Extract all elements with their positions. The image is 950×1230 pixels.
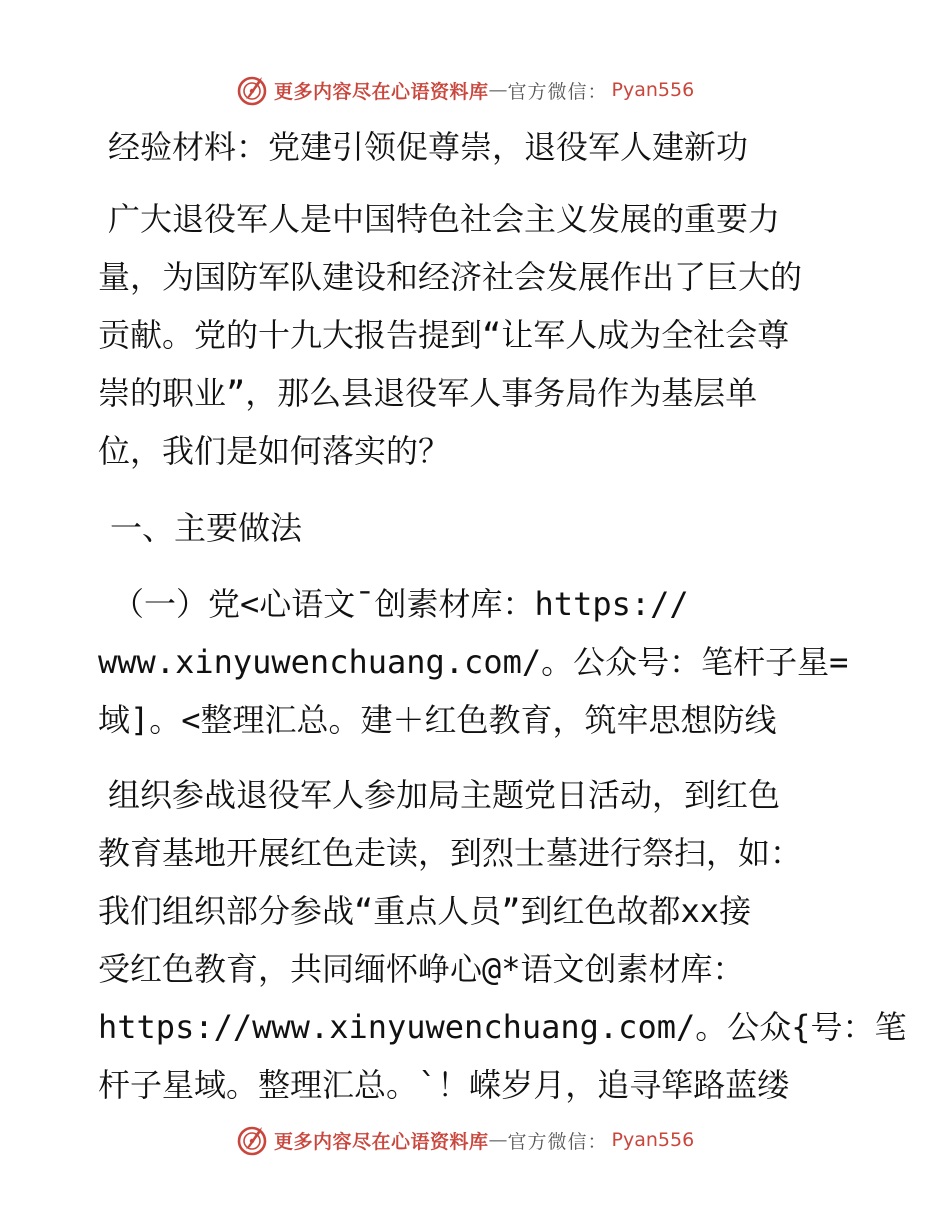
quill-logo-icon xyxy=(236,73,270,107)
paragraph-line: 量，为国防军队建设和经济社会发展作出了巨大的 xyxy=(98,258,803,296)
document-title: 经验材料：党建引领促尊崇，退役军人建新功 xyxy=(108,128,749,166)
paragraph-line: 我们组织部分参战“重点人员”到红色故都xx接 xyxy=(98,892,752,930)
paragraph-line: 贡献。党的十九大报告提到“让军人成为全社会尊 xyxy=(98,316,790,354)
banner-text-wechat-label: 官方微信： xyxy=(507,80,608,103)
quill-logo-icon xyxy=(236,1123,270,1157)
banner-text-brand: 更多内容尽在心语资料库 xyxy=(274,80,489,103)
banner-dash: — xyxy=(488,79,508,101)
paragraph-line: 教育基地开展红色走读，到烈士墓进行祭扫，如： xyxy=(98,834,803,872)
subsection-heading xyxy=(98,575,858,749)
paragraph-line: 组织参战退役军人参加局主题党日活动，到红色 xyxy=(108,776,781,814)
paragraph-line: 域]。<整理汇总。建＋红色教育，筑牢思想防线 xyxy=(98,701,777,739)
banner-text-brand: 更多内容尽在心语资料库 xyxy=(274,1130,489,1153)
body-paragraph xyxy=(98,766,907,1114)
paragraph-line: 受红色教育，共同缅怀峥心@*语文创素材库： xyxy=(98,950,745,988)
banner-wechat-id: Pyan556 xyxy=(611,1129,695,1151)
banner-text-wechat-label: 官方微信： xyxy=(507,1130,608,1153)
paragraph-line: 位，我们是如何落实的？ xyxy=(98,432,451,470)
header-banner xyxy=(236,72,694,108)
banner-wechat-id: Pyan556 xyxy=(611,79,695,101)
paragraph-line: （一）党<心语文¯创素材库：https:// xyxy=(112,585,689,623)
intro-paragraph xyxy=(98,190,858,480)
paragraph-line: https://www.xinyuwenchuang.com/。公众{号：笔 xyxy=(98,1008,907,1046)
section-heading: 一、主要做法 xyxy=(110,509,303,547)
banner-dash: — xyxy=(488,1129,508,1151)
footer-banner xyxy=(236,1122,694,1158)
paragraph-line: www.xinyuwenchuang.com/。公众号：笔杆子星= xyxy=(98,643,849,681)
paragraph-line: 杆子星域。整理汇总。`！嵘岁月，追寻筚路蓝缕 xyxy=(98,1066,790,1104)
paragraph-line: 崇的职业”，那么县退役军人事务局作为基层单 xyxy=(98,374,758,412)
paragraph-line: 广大退役军人是中国特色社会主义发展的重要力 xyxy=(108,200,781,238)
